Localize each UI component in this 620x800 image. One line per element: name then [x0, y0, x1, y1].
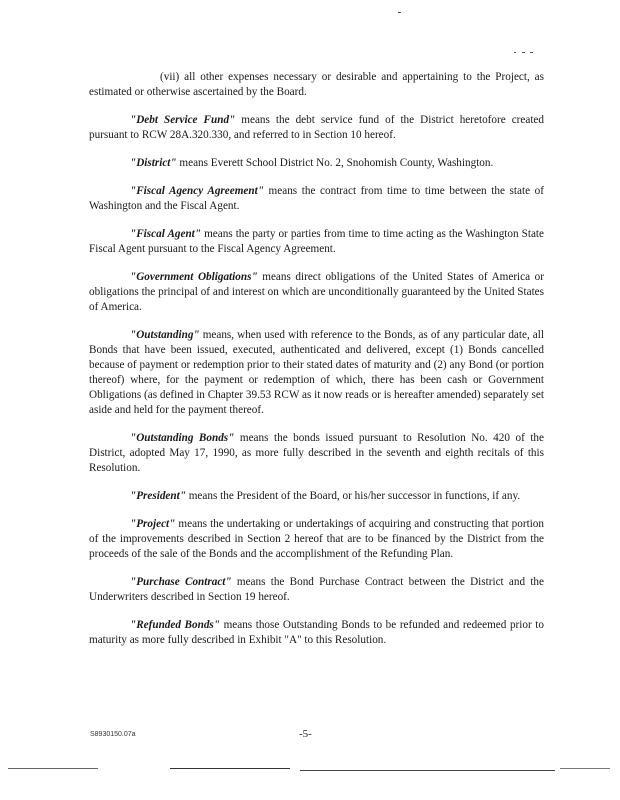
definition-text: means the party or parties from time to time acting as the Washington State Fiscal Agent pursuant to the Fiscal Agency Agreement. [89, 228, 545, 255]
document-id: S8930150.07a [90, 731, 136, 738]
scan-mark [530, 52, 533, 53]
definition-text: means the bonds issued pursuant to Resolution No. 420 of the District, adopted May 17, 1990, as more fully described in the seventh and eighth recitals of this Resolution. [89, 432, 544, 474]
scan-mark [398, 12, 401, 13]
definition-paragraph [89, 431, 544, 476]
defined-term: "Outstanding Bonds" [130, 432, 235, 444]
defined-term: "Fiscal Agency Agreement" [130, 185, 264, 197]
definition-text: means the contract from time to time between the state of Washington and the Fiscal Agent. [89, 185, 544, 212]
definition-text: means Everett School District No. 2, Snohomish County, Washington. [176, 157, 494, 169]
definition-paragraph [89, 328, 544, 418]
definition-paragraph [89, 489, 544, 504]
definition-paragraph [89, 270, 544, 315]
defined-term: "Purchase Contract" [130, 576, 232, 588]
definition-paragraph [89, 517, 544, 562]
defined-term: "Debt Service Fund" [130, 114, 236, 126]
scan-mark [300, 770, 555, 771]
defined-term: "Fiscal Agent" [130, 228, 202, 240]
defined-term: "District" [130, 157, 177, 169]
definition-text: means those Outstanding Bonds to be refunded and redeemed prior to maturity as more fully described in Exhibit "A" to this Resolution. [89, 619, 544, 646]
scan-mark [170, 768, 290, 769]
definition-text: means, when used with reference to the Bonds, as of any particular date, all Bonds that have been issued, executed, authenticated and delivered, except (1) Bonds cancelled because of payment or redemption prior to their stated dates of maturity and (2) any Bond (or portion thereof) where, for the payment or redemption of which, there has been cash or Government Obligations (as defined in Chapter 39.53 RCW as it now reads or is hereafter amended) separately set aside and held for the payment thereof. [89, 329, 544, 416]
definition-paragraph [89, 618, 544, 648]
defined-term: "Refunded Bonds" [130, 619, 220, 631]
definition-paragraph [89, 113, 544, 143]
definition-text: means direct obligations of the United States of America or obligations the principal of and interest on which are unconditionally guaranteed by the United States of America. [89, 271, 544, 313]
defined-term: "Project" [130, 518, 176, 530]
defined-term: "Government Obligations" [130, 271, 258, 283]
definition-text: (vii) all other expenses necessary or desirable and appertaining to the Project, as estimated or otherwise ascertained by the Board. [89, 71, 544, 98]
defined-term: "President" [130, 490, 186, 502]
definition-paragraph [89, 70, 544, 100]
scan-mark [560, 768, 610, 769]
definition-paragraph [89, 156, 544, 171]
definition-text: means the Bond Purchase Contract between the District and the Underwriters described in Section 19 hereof. [89, 576, 544, 603]
definition-paragraph [89, 575, 544, 605]
definition-text: means the President of the Board, or his/her successor in functions, if any. [185, 490, 521, 502]
page-number: -5- [299, 728, 312, 740]
scan-mark [514, 52, 516, 53]
definition-paragraph [89, 227, 544, 257]
defined-term: "Outstanding" [130, 329, 200, 341]
definition-text: means the undertaking or undertakings of acquiring and constructing that portion of the improvements described in Section 2 hereof that are to be financed by the District from the proceeds of the sale of the Bonds and the accomplishment of the Refunding Plan. [89, 518, 544, 560]
scan-mark [522, 52, 525, 53]
document-body [89, 70, 544, 661]
scan-mark [8, 768, 98, 769]
definition-text: means the debt service fund of the District heretofore created pursuant to RCW 28A.320.330, and referred to in Section 10 hereof. [89, 114, 544, 141]
definition-paragraph [89, 184, 544, 214]
